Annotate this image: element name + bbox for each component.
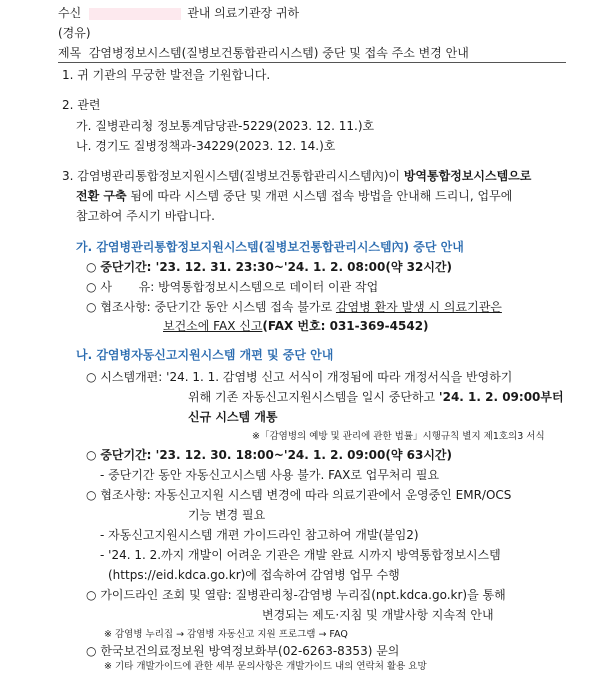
section-a-title: 가. 감염병관리통합정보지원시스템(질병보건통합관리시스템內) 중단 안내 — [76, 240, 464, 254]
section-a-coop-line2 — [163, 317, 429, 335]
section-b-guide — [86, 586, 506, 604]
via-line: (경유) — [58, 26, 91, 40]
section-b-period — [86, 446, 452, 464]
bullet-icon: ○ — [86, 370, 97, 384]
bullet-icon: ○ — [86, 260, 97, 274]
section-b-title: 나. 감염병자동신고지원시스템 개편 및 중단 안내 — [76, 348, 334, 362]
bullet-icon: ○ — [86, 588, 97, 602]
reason-label: 사 유: — [100, 280, 155, 294]
coop-text: 중단기간 동안 시스템 접속 불가로 — [150, 300, 336, 314]
section-b-guide-note: ※ 감염병 누리집 → 감염병 자동신고 지원 프로그램 → FAQ — [104, 629, 348, 640]
section-b-dash2-line2: (https://eid.kdca.go.kr)에 접속하여 감염병 업무 수행 — [108, 568, 400, 582]
guide-text-1: 가이드라인 조회 및 열람: 질병관리청-감염병 누리집(npt.kdca.go.kr)을 통해 — [100, 588, 506, 602]
section-b-dash1: - 자동신고지원시스템 개편 가이드라인 참고하여 개발(붙임2) — [100, 528, 419, 542]
period-label: 중단기간: — [100, 260, 152, 274]
period-label: 중단기간: — [100, 448, 152, 462]
item-3-bold: 방역통합정보시스템으로 — [403, 169, 532, 183]
item-2-title: 2. 관련 — [62, 98, 101, 112]
subject-line — [58, 44, 469, 62]
period-value: '23. 12. 30. 18:00~'24. 1. 2. 09:00(약 63시간) — [151, 448, 452, 462]
coop-text-1: 자동신고지원 시스템 변경에 따라 의료기관에서 운영중인 EMR/OCS — [150, 488, 512, 502]
fax-report: 보건소에 FAX 신고 — [163, 319, 263, 333]
subject-label: 제목 — [58, 46, 82, 60]
reason-value: 방역통합정보시스템으로 데이터 이관 작업 — [154, 280, 379, 294]
section-b-contact-note: ※ 기타 개발가이드에 관한 세부 문의사항은 개발가이드 내의 연락처 활용 요망 — [104, 661, 427, 672]
period-value: '23. 12. 31. 23:30~'24. 1. 2. 08:00(약 32시간) — [151, 260, 452, 274]
fax-number: (FAX 번호: 031-369-4542) — [262, 319, 429, 333]
header-divider — [58, 62, 566, 63]
section-b-sys-note: ※「감염병의 예방 및 관리에 관한 법률」시행규칙 별지 제1호의3 서식 — [252, 431, 545, 442]
bullet-icon: ○ — [86, 280, 97, 294]
recipient-label: 수신 — [58, 6, 82, 20]
item-3-text-2: 됨에 따라 시스템 중단 및 개편 시스템 접속 방법을 안내해 드리니, 업무에 — [126, 189, 513, 203]
recipient-line — [58, 4, 299, 22]
section-b-sys-line2 — [188, 388, 564, 406]
item-3-line2 — [76, 187, 512, 205]
section-a-reason — [86, 278, 378, 296]
section-b-sys-line3: 신규 시스템 개통 — [188, 410, 278, 424]
contact-text: 한국보건의료정보원 방역정보화부(02-6263-8353) 문의 — [100, 644, 400, 658]
item-1: 1. 귀 기관의 무궁한 발전을 기원합니다. — [62, 68, 271, 82]
bullet-icon: ○ — [86, 644, 97, 658]
coop-label: 협조사항: — [100, 300, 151, 314]
recipient-suffix: 관내 의료기관장 귀하 — [187, 6, 300, 20]
sys-text-2: 위해 기존 자동신고지원시스템을 일시 중단하고 — [188, 390, 439, 404]
section-b-guide-line2: 변경되는 제도·지침 및 개발사항 지속적 안내 — [262, 608, 494, 622]
section-b-coop-line2: 기능 변경 필요 — [188, 508, 266, 522]
item-3-line1 — [62, 167, 531, 185]
bullet-icon: ○ — [86, 300, 97, 314]
section-b-sys — [86, 368, 512, 386]
section-a-coop — [86, 298, 502, 316]
item-3-bold-2: 전환 구축 — [76, 189, 127, 203]
section-b-coop — [86, 486, 511, 504]
section-a-period — [86, 258, 452, 276]
bullet-icon: ○ — [86, 448, 97, 462]
section-b-dash2: - '24. 1. 2.까지 개발이 어려운 기관은 개발 완료 시까지 방역통합정보시스템 — [100, 548, 501, 562]
item-3-text: 3. 감염병관리통합정보지원시스템(질병보건통합관리시스템內)이 — [62, 169, 404, 183]
coop-underline: 감염병 환자 발생 시 의료기관은 — [335, 300, 502, 314]
redacted-recipient — [89, 8, 181, 20]
coop-label: 협조사항: — [100, 488, 151, 502]
item-2a: 가. 질병관리청 정보통계담당관-5229(2023. 12. 11.)호 — [76, 119, 375, 133]
section-b-period-sub: - 중단기간 동안 자동신고시스템 사용 불가. FAX로 업무처리 필요 — [100, 468, 440, 482]
subject-text: 감염병정보시스템(질병보건통합관리시스템) 중단 및 접속 주소 변경 안내 — [88, 46, 469, 60]
bullet-icon: ○ — [86, 488, 97, 502]
sys-label: 시스템개편: — [100, 370, 163, 384]
sys-bold-2: '24. 1. 2. 09:00부터 — [438, 390, 564, 404]
sys-text-1: '24. 1. 1. 감염병 신고 서식이 개정됨에 따라 개정서식을 반영하기 — [162, 370, 513, 384]
item-2b: 나. 경기도 질병정책과-34229(2023. 12. 14.)호 — [76, 139, 336, 153]
item-3-line3: 참고하여 주시기 바랍니다. — [76, 209, 215, 223]
